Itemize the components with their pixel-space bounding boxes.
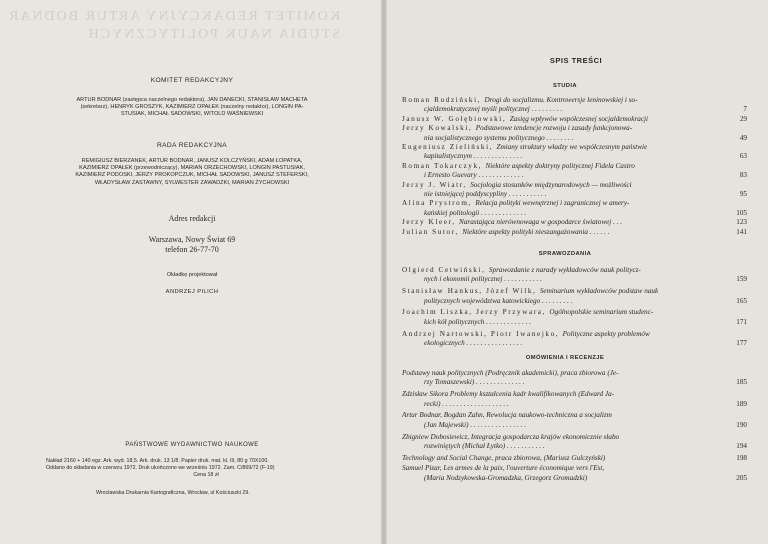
toc-entry-text [402, 464, 720, 473]
board-line: WŁADYSŁAW ZASTAWNY, SYLWESTER ZAWADZKI, MARIAN ŻYCHOWSKI [94, 179, 290, 186]
toc-entry-text [402, 124, 720, 133]
toc-entry-author: Julian Sutor, [402, 227, 463, 236]
toc-page-number: 105 [736, 208, 747, 217]
toc-page-number: 7 [743, 105, 747, 114]
toc-page-number: 189 [736, 399, 747, 408]
committee-line: ARTUR BODNAR (zastępca naczelnego redaktora), JAN DANECKI, STANISŁAW MACHETA [76, 97, 308, 103]
toc-entry-text [402, 330, 720, 339]
toc-entry[interactable] [402, 369, 747, 388]
toc-page-number: 159 [736, 275, 747, 284]
toc-entry-continuation: cjaldemokratycznej myśli politycznej . . . . . . . . . [424, 105, 563, 114]
toc-entry-continuation: (Maria Nodzykowska-Gromadzka, Grzegorz Gromadzki) [424, 473, 588, 482]
imprint-line: Nakład 2160 + 140 egz. Ark. wyd. 18,5. Ark. druk. 13 1/8. Papier druk. mat. kl. III, 80 g 70X100. [46, 458, 269, 464]
toc-entry[interactable] [402, 390, 747, 409]
toc-entry-text [402, 228, 720, 237]
book-gutter [381, 0, 387, 544]
toc-page-number: 171 [736, 317, 747, 326]
toc-page-number: 205 [736, 473, 747, 482]
toc-page-number: 123 [736, 218, 747, 227]
toc-entry-continuation: rzy Tomaszewski) . . . . . . . . . . . . . . [424, 378, 525, 387]
toc-entry-title: Narastająca nierównowaga w gospodarce światowej . . . [459, 218, 623, 227]
toc-entry-title: Zbigniew Dobosiewicz, Integracja gospodarcza krajów ekonomicznie słabo [402, 432, 620, 441]
toc-entry[interactable] [402, 181, 747, 200]
printer-line: Wrocławska Drukarnia Kartograficzna, Wrocław, ul Kościuszki 29. [96, 490, 250, 496]
toc-entry-text [402, 199, 720, 208]
toc-entry[interactable] [402, 124, 747, 143]
toc-entry[interactable] [402, 464, 747, 483]
toc-entry-text [402, 181, 720, 190]
toc-title: SPIS TREŚCI [549, 56, 603, 65]
toc-entry-text [402, 218, 720, 227]
toc-page-number: 83 [739, 171, 747, 180]
bleed-through-text: KOMITET REDAKCYJNY ARTUR BODNAR STUDIA NAUK POLITYCZNYCH [6, 9, 340, 42]
board-line: KAZIMIERZ OPAŁEK (przewodniczący), MARIAN ORZECHOWSKI, LONGIN PASTUSIAK, [79, 165, 305, 172]
toc-entry-title: Sprawozdanie z narady wykładowców nauk politycz- [488, 266, 641, 274]
toc-entry-title: Drogi do socjalizmu. Kontrowersje leninowskiej i so- [484, 96, 638, 104]
toc-entry-continuation: kapitalistycznym . . . . . . . . . . . . . . [424, 152, 523, 161]
toc-entry-author: Roman Tokarczyk, [402, 161, 486, 170]
toc-entry[interactable] [402, 115, 747, 124]
toc-entry-title: Socjologia stosunków międzynarodowych — możliwości [470, 180, 632, 189]
toc-entry[interactable] [402, 228, 747, 237]
toc-entry-text [402, 266, 720, 275]
address-street: Warszawa, Nowy Świat 69 [148, 235, 236, 244]
toc-entry-author: Olgierd Cetwiński, [402, 266, 489, 274]
committee-line: STUSIAK, MICHAŁ SADOWSKI, WITOLD WAŚNIEWSKI [120, 111, 264, 118]
toc-page-number: 194 [736, 442, 747, 450]
toc-entry[interactable] [402, 199, 747, 218]
toc-entry[interactable] [402, 411, 747, 430]
toc-entry-title: Ogólnopolskie seminarium studenc- [549, 308, 654, 317]
toc-entry-continuation: kich kół politycznych . . . . . . . . . . . . . [424, 317, 531, 326]
imprint [46, 458, 366, 479]
toc-entry-title: Technology and Social Change, praca zbiorowa, (Mariusz Gulczyński) [402, 453, 606, 462]
toc-entry-author: Jerzy Kowalski, [402, 124, 476, 133]
editorial-committee-heading: KOMITET REDAKCYJNY [150, 77, 234, 84]
toc-entry[interactable] [402, 143, 747, 162]
toc-entry[interactable] [402, 96, 747, 115]
board-line: KAZIMIERZ PODOSKI, JERZY PROKOPCZUK, MICHAŁ SADOWSKI, JANUSZ STEFERSKI, [75, 172, 309, 179]
board-line: REMIGIUSZ BIERZANEK, ARTUR BODNAR, JANUSZ KOLCZYŃSKI, ADAM ŁOPATKA, [81, 158, 303, 164]
toc-entry-continuation: (Jan Majewski) . . . . . . . . . . . . . . . . [424, 420, 527, 429]
toc-page-number: 198 [736, 453, 747, 462]
editorial-board-heading: RADA REDAKCYJNA [156, 142, 228, 149]
toc-entry-continuation: i Ernesto Guevary . . . . . . . . . . . . . [424, 171, 524, 180]
toc-page-number: 63 [739, 152, 747, 161]
toc-entry-author: Andrzej Nartowski, Piotr Iwanejko, [402, 329, 563, 338]
committee-line: (sekretarz), HENRYK GROSZYK, KAZIMIERZ OPAŁEK (naczelny redaktor), LONGIN PA- [80, 104, 304, 111]
toc-entry[interactable] [402, 266, 747, 285]
toc-entry-title: Zdzisław Sikora Problemy kształcenia kadr kwalifikowanych (Edward Ja- [402, 390, 615, 399]
toc-entry-text [402, 96, 720, 105]
toc-page-number: 95 [739, 190, 747, 198]
toc-entry-author: Jerzy Kleer, [402, 218, 460, 227]
toc-entry-title: Podstawy nauk politycznych (Podręcznik akademicki), praca zbiorowa (Je- [402, 369, 619, 377]
toc-entry-title: Podstawowe tendencje rozwoju i zasady funkcjonowa- [475, 124, 633, 133]
toc-entry-continuation: nie istniejącej poddyscypliny . . . . . . . . . . . [424, 190, 547, 198]
toc-entry-text [402, 162, 720, 171]
toc-entry-text [402, 390, 720, 399]
toc-entry[interactable] [402, 218, 747, 227]
toc-page-number: 165 [736, 296, 747, 305]
toc-entry[interactable] [402, 433, 747, 452]
toc-entry-title: Zmiany struktury władzy we współczesnym państwie [496, 143, 648, 151]
toc-entry-author: Janusz W. Gołębiowski, [402, 114, 510, 123]
toc-entry-continuation: kańskiej politologii . . . . . . . . . . . . . [424, 208, 527, 217]
toc-entry-text [402, 433, 720, 442]
toc-entry-title: Relacja polityki wewnętrznej i zagranicznej w amery- [475, 199, 630, 208]
toc-entry-title: Niektóre aspekty doktryny politycznej Fidela Castro [485, 161, 635, 170]
toc-entry-text [402, 369, 720, 378]
address-phone: telefon 26-77-70 [165, 245, 219, 254]
toc-page-number: 190 [736, 420, 747, 429]
toc-page-number: 185 [736, 378, 747, 387]
toc-entry-text [402, 143, 720, 152]
toc-entry-text [402, 115, 720, 124]
imprint-line: Oddano do składania w czerwcu 1972. Druk ukończono we wrześniu 1972. Zam. C/869/72 (F-19) [46, 465, 275, 471]
section-heading-reviews: OMÓWIENIA I RECENZJE [525, 355, 605, 361]
address-heading: Adres redakcji [168, 214, 216, 223]
toc-entry-continuation: rozwiniętych (Michał Łytko) . . . . . . . . . . . [424, 442, 545, 450]
toc-entry-author: Joachim Liszka, Jerzy Przywara, [402, 308, 550, 317]
toc-entry[interactable] [402, 162, 747, 181]
toc-entry[interactable] [402, 308, 747, 327]
toc-page-number: 177 [736, 339, 747, 347]
section-heading-reports: SPRAWOZDANIA [538, 251, 592, 257]
toc-entry-continuation: nych i ekonomii politycznej . . . . . . . . . . . [424, 275, 542, 284]
toc-entry-continuation: recki) . . . . . . . . . . . . . . . . . . . [424, 399, 509, 408]
toc-page-number: 49 [739, 133, 747, 142]
toc-entry-text [402, 411, 720, 420]
toc-entry-title: Samuel Pizar, Les armes de la paix, l'ouverture économique vers l'Est, [402, 464, 605, 473]
toc-page-number: 141 [736, 227, 747, 236]
editorial-board-list [22, 158, 362, 187]
toc-entry-continuation: politycznych województwa katowickiego . . . . . . . . . [424, 296, 573, 305]
publisher-name: PAŃSTWOWE WYDAWNICTWO NAUKOWE [125, 442, 259, 448]
toc-entry-text [402, 454, 720, 463]
toc-entry[interactable] [402, 454, 747, 463]
toc-entry-author: Alina Prystrom, [402, 199, 476, 208]
toc-entry-continuation: ekologicznych . . . . . . . . . . . . . . . . [424, 339, 523, 347]
toc-entry-title: Artur Bodnar, Bogdan Zahn, Rewolucja naukowo-techniczna a socjalizm [402, 411, 612, 420]
imprint-price: Cena 18 zł [193, 472, 219, 478]
toc-entry[interactable] [402, 330, 747, 349]
cover-designer-name: ANDRZEJ PILICH [165, 289, 219, 295]
toc-entry-continuation: nia socjalistycznego systemu politycznego . . . . . . . . [424, 133, 574, 142]
toc-entry-title: Polityczne aspekty problemów [562, 329, 650, 338]
toc-entry[interactable] [402, 287, 747, 306]
cover-designer-label: Okładkę projektował [166, 272, 218, 278]
toc-entry-author: Stanisław Hankus, Józef Wilk, [402, 287, 540, 296]
toc-entry-text [402, 308, 720, 317]
editorial-committee-list [22, 97, 362, 119]
section-heading-studies: STUDIA [553, 83, 577, 89]
toc-entry-title: Seminarium wykładowców podstaw nauk [539, 287, 659, 296]
toc-entry-title: Zasięg wpływów współczesnej socjaldemokracji [509, 114, 649, 123]
toc-entry-author: Eugeniusz Zieliński, [402, 143, 497, 151]
toc-entry-author: Roman Rudziński, [402, 96, 485, 104]
toc-entry-author: Jerzy J. Wiatr, [402, 180, 471, 189]
toc-page-number: 29 [739, 114, 747, 123]
toc-entry-title: Niektóre aspekty polityki nieszangażowania . . . . . . [462, 227, 610, 236]
toc-entry-text [402, 287, 720, 296]
